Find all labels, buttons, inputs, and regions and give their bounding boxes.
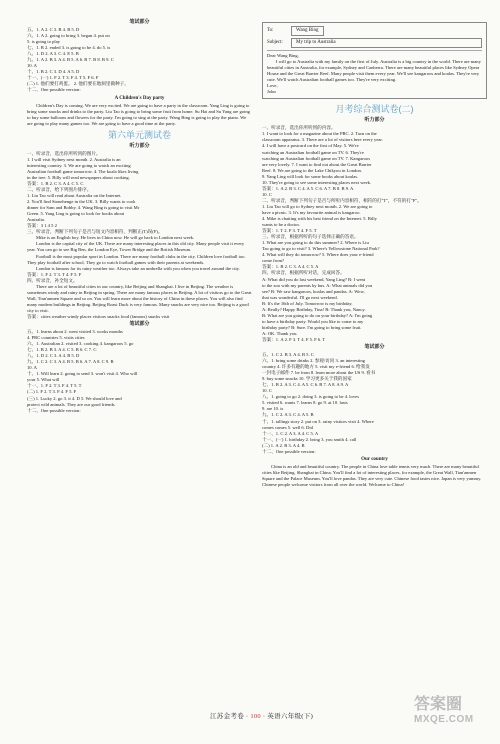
left-ln-11: 十二、One possible version: (27, 87, 81, 93)
right-ln-7: watching an Australian football game on TV. 7. Kangaroos (262, 155, 371, 161)
subject-label: Subject: (267, 39, 283, 45)
right-ln-52: 十一、1. C 2. A 3. A 4. C 5. A (262, 430, 319, 436)
watermark-logo (414, 696, 486, 736)
left-ln-21: 答案：1. B 2. C 3. A 4. C 5. C (27, 180, 84, 186)
left-ln-9: 十一、(一) 1. F 2. T 3. F 4. T 5. F 6. F (27, 75, 99, 81)
right-para-57: China is an old and beautiful country. The people in China love table tennis very much. There are many beautiful cities like Beijing, Shanghai in China. You'll find a lot of interesting places, for example, the Great Wall, Tian'anmen Square and the Palace Museum. You'll love pandas. They are very cute. Chinese food tastes nice. Japan is very yummy. Chinese people welcome visitors from all over the world. Welcome to China! (262, 463, 482, 487)
right-ln-27: A: What did you do last weekend, Yang Ling? B: I went (262, 276, 366, 282)
left-ln-3: 5. is going to play (27, 39, 61, 45)
left-ln-46: 十、1. Will learn 2. going to send 3. won't visit 4. Who will (27, 371, 138, 377)
right-ln-41: country 4. 许多有趣的地方 5. visit my e-friend 6. 给我发 (262, 364, 370, 370)
left-ln-42: 七、1. B 2. B 3. A 4. C 5. B 6. C 7. C (27, 347, 97, 353)
left-ln-47: your 5. What will (27, 377, 60, 383)
left-ln-43: 八、1. D 2. C 3. A 4. B 5. D (27, 353, 80, 359)
footer-grade: 英语六年级(下) (267, 713, 314, 720)
right-ln-46: 八、1. going to go 2. doing 3. is going to be 4. loves (262, 394, 359, 400)
email-subject-row (267, 38, 482, 48)
right-ln-45: 10. C (262, 388, 272, 394)
left-para-36: There are a lot of beautiful cities in our country, like Beijing and Shanghai. I live in Beijing. The weather is sometimes windy and rainy in Beijing in spring. There are many famous places in Beijing. A lot of visitors go to the Great Wall, Tian'anmen Square and so on. You will learn more about the history of China in these places. You will also find many modern buildings in Beijing. Beijing Roast Duck is very famous. Many snacks are very nice too. Beijing is a good city to visit. (27, 283, 252, 313)
left-ln-4: 七、1. B 2. ended 3. is going to be 4. do 5. is (27, 45, 111, 51)
right-ln-47: 5. visited 6. wants 7. learns 8. go 9. at 10. lasts (262, 400, 348, 406)
right-ln-42: 一封电子邮件 7. be from 8. learn more about the US 9. 看书 (262, 370, 376, 376)
left-ln-40: 4. PRC countries 5. visits cities (27, 335, 85, 341)
left-ln-8: 十、1. B 2. C 3. D 4. A 5. D (27, 69, 80, 75)
right-ln-51: comes comes 5. well 6. Did (262, 424, 313, 430)
right-ln-32: A: Really? Happy Birthday, Tina! B: Thank you, Nancy. (262, 306, 366, 312)
right-ln-11: 10. They're going to see some interesting places next week. (262, 179, 372, 185)
right-ln-54: (二) 1. A 2. B 3. A 4. B (262, 442, 305, 448)
right-ln-30: that was wonderful. I'll go next weekend. (262, 294, 338, 300)
left-ln-51: protect wild animals. They are our good friends. (27, 401, 116, 407)
left-ln-24: 2. You'll find Stonehenge in the UK. 3. Billy wants to cook (27, 199, 136, 205)
email-form-box (262, 22, 487, 99)
letter-ln-2: Love, (267, 83, 278, 89)
right-ln-15: 1. Liu Tao will go to Sydney next month. 2. We are going to (262, 203, 373, 209)
left-ln-23: 1. Liu Tao will read about Australia on the Internet. (27, 193, 122, 199)
right-ln-40: 六、1. bring some drinks 2. 参观/访问 3. an interesting (262, 358, 365, 364)
right-ln-25: 答案：1. B 2. C 3. A 4. C 5. A (262, 264, 319, 270)
right-column (262, 18, 487, 488)
right-big-0: 月考综合测试卷(二) (335, 104, 414, 115)
right-ln-8: are very lovely. 7. I want to find out about the Great Barrier (262, 161, 372, 167)
left-ln-52: 十二、One possible version: (27, 407, 81, 413)
right-ln-3: 1. I want to look for a magazine about the PRC. 2. Turn on the (262, 131, 377, 137)
left-ln-29: 三、听录音，判断下列句子是否与短文内容相符，判断正(T)误(F)。 (27, 229, 163, 235)
right-ln-35: birthday party? B: Sure. I'm going to bring some fruit. (262, 324, 362, 330)
left-ln-20: in the tree. 5. Billy will read newspapers about cooking. (27, 174, 130, 180)
left-sub-38: 笔试部分 (129, 322, 150, 328)
right-sub-1: 听力部分 (364, 118, 385, 124)
right-column-body (262, 102, 487, 488)
left-para-30: Mike is an English boy. He lives in China now. He will go back to London next week. (36, 235, 195, 241)
right-ln-43: 9. buy some snacks 10. 学习更多关于我的国家 (262, 376, 352, 382)
right-ln-18: wants to be a doctor. (262, 222, 300, 228)
email-separator (267, 50, 482, 51)
right-ln-33: B: What are you going to do on your birthday? A: I'm going (262, 312, 373, 318)
right-ln-22: Tao going to go to visit? 3. Where's Yellowstone National Park? (262, 246, 380, 252)
right-ln-17: 4. Mike is chatting with his best friend on the Internet. 5. Billy (262, 216, 377, 222)
right-ln-50: 十、1. tallings story 2. put on 3. rainy visitors visit 4. Where (262, 418, 374, 424)
right-ln-29: see? B: We saw kangaroos, koalas and pandas. A: Wow, (262, 288, 365, 294)
right-ln-9: Reef. 8. We are going to the Lake Chikyou in London. (262, 167, 362, 173)
right-ln-10: 9. Yang Ling will look for some books about koalas. (262, 173, 359, 179)
left-ln-50: (三) 1. Lucky 2. go 3. it 4. D 5. We should love and (27, 395, 122, 401)
left-ln-6: 九、1. A 2. B 3. A 4. B 5. A 6. B 7. B 8. B 9. C (27, 57, 114, 63)
email-to-row (267, 26, 482, 36)
left-sub-0: 笔试部分 (129, 20, 150, 25)
footer-book-title: 江苏金考卷 (210, 713, 244, 720)
left-para-31: London is the capital city of the UK. There are many interesting places in this old city. Many people visit it every year. You can go to see Big Ben, the London Eye, Tower Bridge and the British Museum. (27, 241, 245, 253)
subject-value: My trip to Australia (291, 38, 482, 48)
right-ln-5: 4. I will have a postcard on the first of May. 5. We're (262, 143, 359, 149)
left-ln-49: (二) 1. F 2. T 3. F 4. F 5. F (27, 389, 77, 395)
left-big-14: 第六单元测试卷 (107, 129, 171, 140)
left-ln-22: 二、听录音，给下列图片排序。 (27, 186, 92, 192)
right-ln-26: 四、听录音，根据所听对话，完成回答。 (262, 270, 345, 276)
left-ln-45: 10. A (27, 365, 37, 371)
right-ln-48: 9. are 10. is (262, 406, 284, 412)
right-ln-31: B: It's the 16th of July. Tomorrow is my birthday. (262, 300, 353, 306)
letter-ln-0: Dear Wang Bing, (267, 53, 299, 58)
right-ln-53: 十一、(一) 1. birthday 2. bring 3. you smith 4. call (262, 436, 357, 442)
right-ln-16: have a picnic. 3. It's my favourite animal is kangaroo. (262, 209, 361, 215)
left-ln-25: dinner for Sam and Bobby. 4. Wang Bing is going to visit Mr (27, 205, 140, 211)
to-label: To: (267, 27, 274, 33)
left-ln-48: 十一、1. F 2. T 3. F 4. T 5. T (27, 383, 82, 389)
right-ln-23: 4. What will they do tomorrow? 5. Where does your e-friend (262, 252, 374, 258)
left-ln-44: 九、1. C 2. C 3. A 4. B 5. B 6. A 7. A 8. C 9. B (27, 359, 114, 365)
left-ln-39: 五、1. learns about 2. went visited 3. works months (27, 329, 123, 335)
watermark-line2: MXQE.COM (414, 714, 474, 725)
left-ln-19: Australian football game tomorrow. 4. The koala likes living (27, 168, 139, 174)
right-ln-4: classroom apparatus. 3. There are a lot of visitors here every year. (262, 137, 383, 143)
left-ln-41: 六、1. Australian 2. visited 3. cooking 4. kangaroos 5. go (27, 341, 134, 347)
left-ln-28: 答案：3 1 4 5 2 (27, 223, 57, 229)
email-body (267, 53, 482, 95)
left-ln-17: 1. I will visit Sydney next month. 2. Australia is an (27, 156, 121, 162)
left-ln-26: Green. 5. Yang Ling is going to look for books about (27, 211, 125, 217)
left-ln-1: 五、1. A 2. C 3. B 4. B 5. D (27, 27, 80, 32)
right-sub-56: Our country (361, 456, 388, 462)
watermark-line1: 答案圈 (414, 696, 463, 713)
right-ln-28: to the zoo with my parents by bus. A: What animals did you (262, 282, 373, 288)
right-ln-44: 七、1. B 2. A 3. C 4. A 5. C 6. B 7. A 8. A 9. A (262, 382, 349, 388)
right-ln-14: 二、听录音，判断下列句子是否与所听内容相符，相符的打"T"，不符的打"F"。 (262, 197, 422, 203)
right-ln-24: come from? (262, 258, 285, 264)
left-ln-7: 10. A (27, 63, 37, 69)
right-sub-38: 笔试部分 (364, 345, 385, 351)
right-ln-37: 答案：1. A 2. F 3. T 4. F 5. F 6. T (262, 336, 326, 342)
page-number: 100 (250, 713, 261, 720)
right-ln-13: 10. C (262, 191, 272, 197)
right-ln-19: 答案：1. T 2. F 3. T 4. F 5. T (262, 228, 317, 234)
page-footer: 江苏金考卷 · 100 · 英语六年级(下) (210, 713, 314, 720)
left-ln-10: (二) 1. 他们要打鸡蛋。 2. 他们要在地洞里做种子。 (27, 81, 129, 87)
letter-para-1: I will go to Australia with my family on the first of July. Australia is a big country in the world. There are many beautiful cities in Australia, for example, Sydney and Canberra. There are many beautiful places like Sydney Opera House and the Great Barrier Reef. Many people visit them every year. We'll see kangaroos and koalas. They're very cute. We'll watch Australian football games too. They're very exciting. (267, 59, 481, 83)
left-para-33: London is famous for its rainy weather too. Always take an umbrella with you when you travel around the city. (36, 265, 240, 271)
left-ln-35: 四、听录音，补全短文。 (27, 277, 78, 283)
left-column (27, 18, 252, 414)
right-ln-36: A: OK. Thank you. (262, 330, 298, 336)
letter-ln-3: John (267, 89, 276, 95)
right-ln-6: watching an Australian football game on TV. 6. They're (262, 149, 364, 155)
right-ln-20: 三、听录音，根据所听的句子选择正确的答语。 (262, 234, 359, 240)
left-ln-16: 一、听录音，选出你所听到的图片。 (27, 150, 101, 156)
left-para-13: Children's Day is coming. We are very excited. We are going to have a party in the classroom. Yang Ling is going to bring some snacks and drinks to the party. Liu Tao is going to bring some fruit from home. Su Hai and Su Yang are going to buy some balloons and flowers for the party. I'm going to sing at the party. Wang Bing is going to play the piano. We are going to play many games too. We are going to have a good time at the party. (27, 102, 250, 126)
left-ln-27: Australia. (27, 217, 45, 223)
right-ln-49: 九、1. C 2. A 3. C 4. A 5. B (262, 412, 314, 418)
left-ln-5: 八、1. D 2. A 3. C 4. E 5. B (27, 51, 79, 57)
right-ln-2: 一、听录音，选出你所听到的内容。 (262, 125, 336, 131)
right-ln-39: 五、1. C 2. B 3. A 4. B 5. C (262, 352, 314, 358)
right-ln-12: 答案：1. A 2. B 3. C 4. A 5. C 6. A 7. B 8. B 9. A (262, 185, 354, 191)
left-para-32: Football is the most popular sport in London. There are many football clubs in the city. Children love football too. They play football after school, They go to watch football games with their parents at weekends. (27, 253, 246, 265)
left-ln-18: interesting country. 3. We are going to watch an exciting (27, 162, 131, 168)
right-ln-21: 1. What are you going to do this summer? 2. Where is Liu (262, 240, 369, 246)
right-ln-55: 十二、One possible version: (262, 448, 316, 454)
left-sub-15: 听力部分 (129, 143, 150, 149)
left-sub-12: A Children's Day party (114, 95, 165, 101)
right-ln-34: to have a birthday party. Would you like to come to my (262, 318, 364, 324)
to-value: Wang Bing (291, 26, 324, 36)
left-ln-2: 六、1. A 2. going to bring 3. began 4. put on (27, 33, 110, 39)
left-ln-34: 答案：1. F 2. T 3. T 4. F 5. F (27, 271, 82, 277)
left-chn-37: 答案：cities weather windy places visitors snacks food (famous) snacks visit (27, 313, 170, 319)
